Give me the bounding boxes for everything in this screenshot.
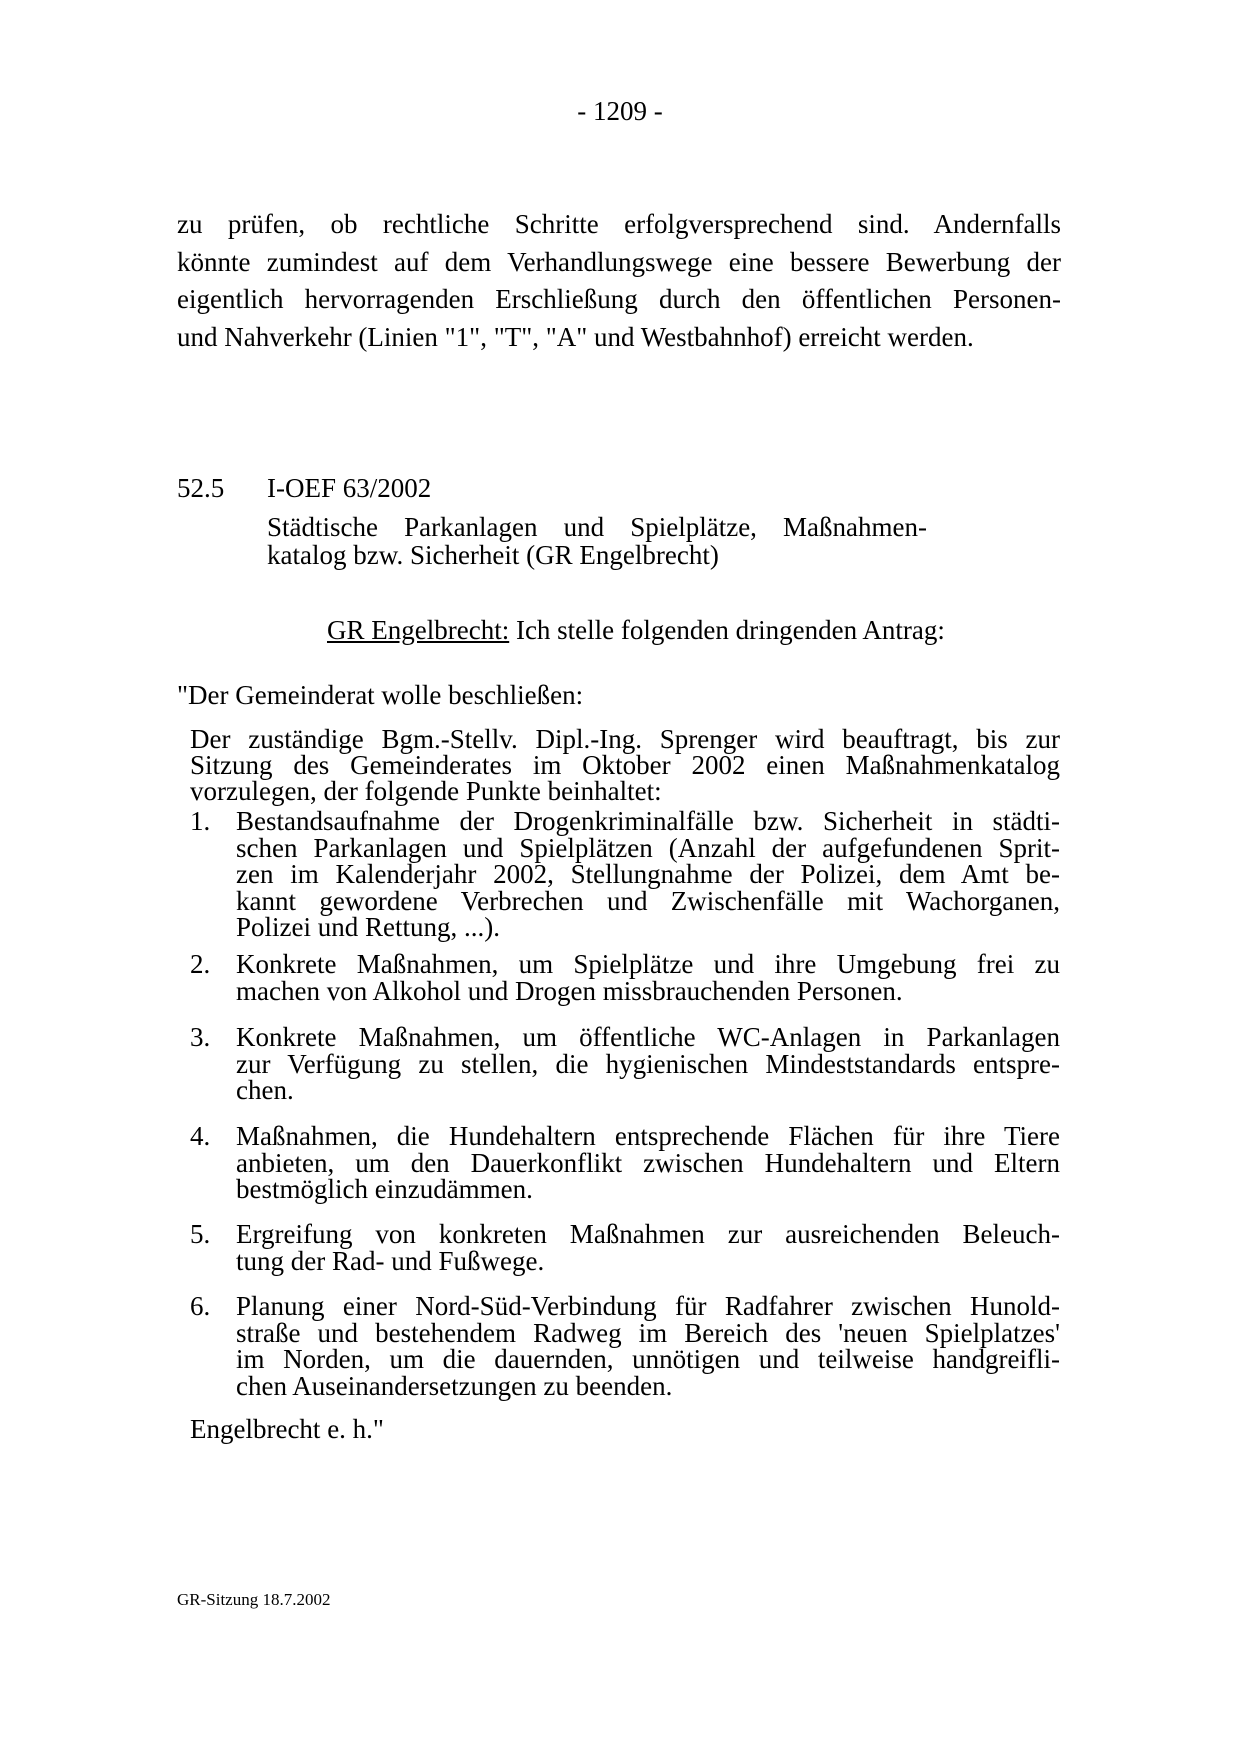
list-item-line: zur Verfügung zu stellen, die hygienischen Mindeststandards entspre- [236, 1048, 1060, 1079]
speaker-text: Ich stelle folgenden dringenden Antrag: [509, 615, 945, 645]
motion-intro-line: Der zuständige Bgm.-Stellv. Dipl.-Ing. Sprenger wird beauftragt, bis zur [190, 724, 1060, 754]
intro-line: könnte zumindest auf dem Verhandlungswege eine bessere Bewerbung der [177, 246, 1061, 277]
motion-intro-line: vorzulegen, der folgende Punkte beinhaltet: [190, 776, 662, 806]
speaker-name: GR Engelbrecht: [327, 615, 510, 645]
list-item-line: anbieten, um den Dauerkonflikt zwischen Hundehaltern und Eltern [236, 1147, 1060, 1178]
intro-line: eigentlich hervorragenden Erschließung durch den öffentlichen Personen- [177, 284, 1061, 314]
intro-line: zu prüfen, ob rechtliche Schritte erfolgversprechend sind. Andernfalls [177, 209, 1061, 239]
motion-intro-line: Sitzung des Gemeinderates im Oktober 2002 einen Maßnahmenkatalog [190, 750, 1060, 780]
list-item-line: zen im Kalenderjahr 2002, Stellungnahme der Polizei, dem Amt be- [236, 859, 1060, 889]
list-item-line: Konkrete Maßnahmen, um öffentliche WC-Anlagen in Parkanlagen [236, 1022, 1060, 1052]
motion-opening: "Der Gemeinderat wolle beschließen: [177, 680, 584, 710]
list-item-line: Maßnahmen, die Hundehaltern entsprechende Flächen für ihre Tiere [236, 1121, 1060, 1151]
page-footer: GR-Sitzung 18.7.2002 [177, 1590, 331, 1609]
agenda-item-title-line: katalog bzw. Sicherheit (GR Engelbrecht) [267, 540, 719, 570]
list-item-line: kannt gewordene Verbrechen und Zwischenfälle mit Wachorganen, [236, 885, 1060, 916]
list-item-line: Bestandsaufnahme der Drogenkriminalfälle bzw. Sicherheit in städti- [236, 806, 1060, 836]
list-item-number: 4. [190, 1121, 211, 1151]
list-item-line: machen von Alkohol und Drogen missbrauchenden Personen. [236, 975, 903, 1006]
list-item-line: im Norden, um die dauernden, unnötigen und teilweise handgreifli- [236, 1344, 1060, 1374]
list-item-line: chen Auseinandersetzungen zu beenden. [236, 1370, 673, 1401]
list-item-line: Planung einer Nord-Süd-Verbindung für Radfahrer zwischen Hunold- [236, 1291, 1060, 1321]
intro-line: und Nahverkehr (Linien "1", "T", "A" und Westbahnhof) erreicht werden. [177, 321, 974, 352]
speaker-line [327, 615, 945, 646]
motion-intro [190, 726, 1060, 804]
list-item-line: Ergreifung von konkreten Maßnahmen zur ausreichenden Beleuch- [236, 1219, 1060, 1249]
list-item-number: 2. [190, 949, 211, 979]
list-item-line: bestmöglich einzudämmen. [236, 1174, 533, 1204]
list-item-number: 6. [190, 1291, 211, 1321]
list-item-number: 3. [190, 1022, 211, 1052]
list-item-line: Polizei und Rettung, ...). [236, 912, 500, 942]
list-item-number: 5. [190, 1219, 211, 1249]
page-number: - 1209 - [577, 96, 663, 126]
agenda-item-number: 52.5 [177, 473, 225, 503]
list-item-line: schen Parkanlagen und Spielplätzen (Anzahl der aufgefundenen Sprit- [236, 832, 1060, 863]
agenda-item-title [267, 513, 927, 569]
list-item-line: Konkrete Maßnahmen, um Spielplätze und ihre Umgebung frei zu [236, 949, 1060, 979]
signature: Engelbrecht e. h." [190, 1414, 384, 1444]
list-item-line: straße und bestehendem Radweg im Bereich des 'neuen Spielplatzes' [236, 1317, 1060, 1348]
agenda-item-title-line: Städtische Parkanlagen und Spielplätze, Maßnahmen- [267, 512, 927, 542]
list-item-number: 1. [190, 806, 211, 836]
intro-paragraph [177, 206, 1061, 356]
list-item-line: chen. [236, 1075, 294, 1105]
agenda-item-code: I-OEF 63/2002 [267, 473, 432, 503]
list-item-line: tung der Rad- und Fußwege. [236, 1245, 545, 1276]
